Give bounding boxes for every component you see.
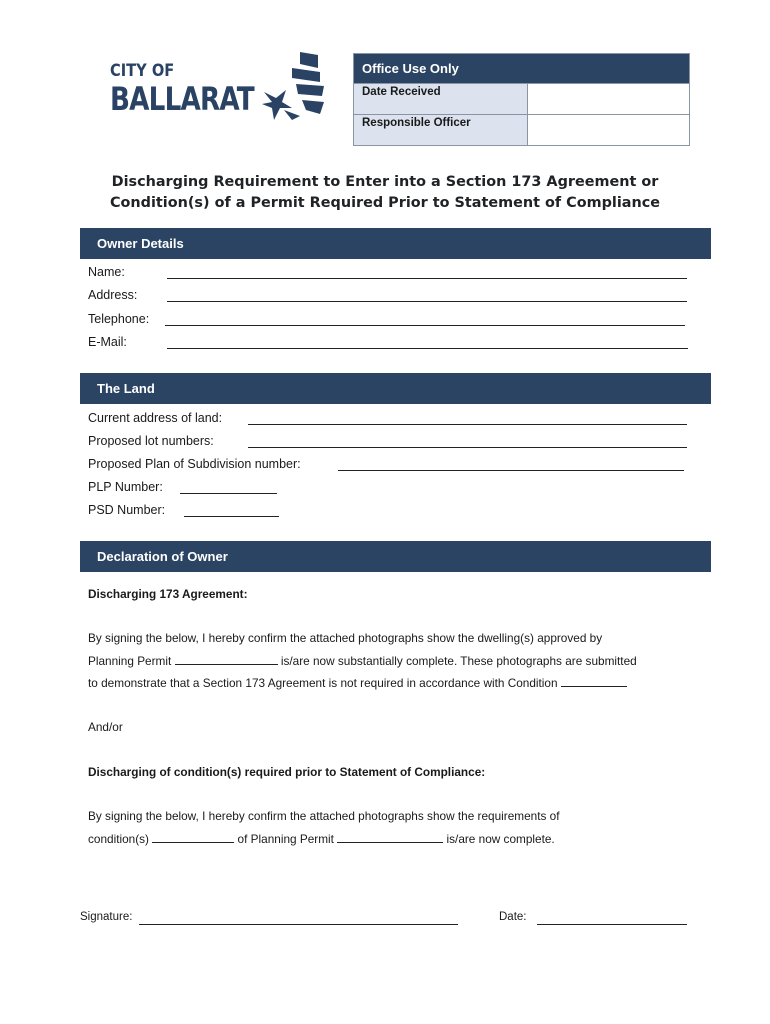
p1-planning-permit-text: Planning Permit	[88, 653, 172, 668]
and-or-text: And/or	[88, 720, 123, 734]
plp-field[interactable]	[180, 493, 277, 494]
telephone-field[interactable]	[165, 325, 685, 326]
date-label: Date:	[499, 911, 527, 923]
name-field[interactable]	[167, 278, 687, 279]
responsible-officer-label: Responsible Officer	[354, 115, 528, 146]
title-line-1: Discharging Requirement to Enter into a Section 173 Agreement or	[111, 174, 659, 190]
lot-numbers-label: Proposed lot numbers:	[88, 434, 214, 448]
ballarat-emblem-icon	[262, 52, 328, 122]
lot-numbers-field[interactable]	[248, 447, 687, 448]
office-use-table	[353, 53, 690, 146]
conditions-number-field[interactable]	[152, 831, 234, 843]
signature-label: Signature:	[80, 911, 133, 923]
signature-field[interactable]	[139, 924, 458, 925]
email-label: E-Mail:	[88, 335, 127, 349]
p2-complete-text: is/are now complete.	[446, 831, 555, 846]
title-line-2: Condition(s) of a Permit Required Prior to Statement of Compliance	[109, 195, 661, 211]
logo-city-of: CITY OF	[110, 61, 175, 81]
p1-line-3	[88, 672, 708, 695]
p2-planning-permit-text: of Planning Permit	[237, 831, 334, 846]
declaration-heading: Declaration of Owner	[80, 541, 711, 572]
discharging-conditions-subheading: Discharging of condition(s) required prior to Statement of Compliance:	[88, 765, 486, 779]
office-use-header: Office Use Only	[354, 54, 690, 84]
plp-label: PLP Number:	[88, 480, 163, 494]
office-row-officer	[354, 115, 690, 146]
date-received-label: Date Received	[354, 84, 528, 115]
owner-details-heading: Owner Details	[80, 228, 711, 259]
plan-number-label: Proposed Plan of Subdivision number:	[88, 457, 301, 471]
condition-number-field[interactable]	[561, 675, 627, 687]
email-field[interactable]	[167, 348, 688, 349]
city-logo	[110, 52, 330, 124]
date-field[interactable]	[537, 924, 687, 925]
declaration-paragraph-1	[88, 627, 708, 695]
logo-ballarat: BALLARAT	[110, 80, 254, 118]
p2-line-2	[88, 828, 708, 851]
office-row-date	[354, 84, 690, 115]
page-title	[60, 172, 710, 214]
p1-line-1: By signing the below, I hereby confirm the attached photographs show the dwelling(s) approved by	[88, 631, 603, 645]
declaration-paragraph-2	[88, 805, 708, 850]
telephone-label: Telephone:	[88, 312, 150, 326]
p2-planning-permit-number-field[interactable]	[337, 831, 443, 843]
current-address-field[interactable]	[248, 424, 687, 425]
planning-permit-number-field[interactable]	[175, 653, 278, 665]
current-address-label: Current address of land:	[88, 411, 223, 425]
address-label: Address:	[88, 288, 138, 302]
p2-conditions-text: condition(s)	[88, 831, 149, 846]
responsible-officer-field[interactable]	[528, 115, 690, 146]
discharging-173-subheading: Discharging 173 Agreement:	[88, 587, 248, 601]
p2-line-1: By signing the below, I hereby confirm the attached photographs show the requirements of	[88, 809, 560, 823]
psd-field[interactable]	[184, 516, 279, 517]
date-received-field[interactable]	[528, 84, 690, 115]
p1-condition-text: to demonstrate that a Section 173 Agreement is not required in accordance with Condition	[88, 676, 558, 690]
p1-complete-text: is/are now substantially complete. These photographs are submitted	[280, 653, 637, 668]
p1-line-2	[88, 650, 708, 673]
name-label: Name:	[88, 265, 125, 279]
address-field[interactable]	[167, 301, 687, 302]
psd-label: PSD Number:	[88, 503, 166, 517]
the-land-heading: The Land	[80, 373, 711, 404]
plan-number-field[interactable]	[338, 470, 684, 471]
